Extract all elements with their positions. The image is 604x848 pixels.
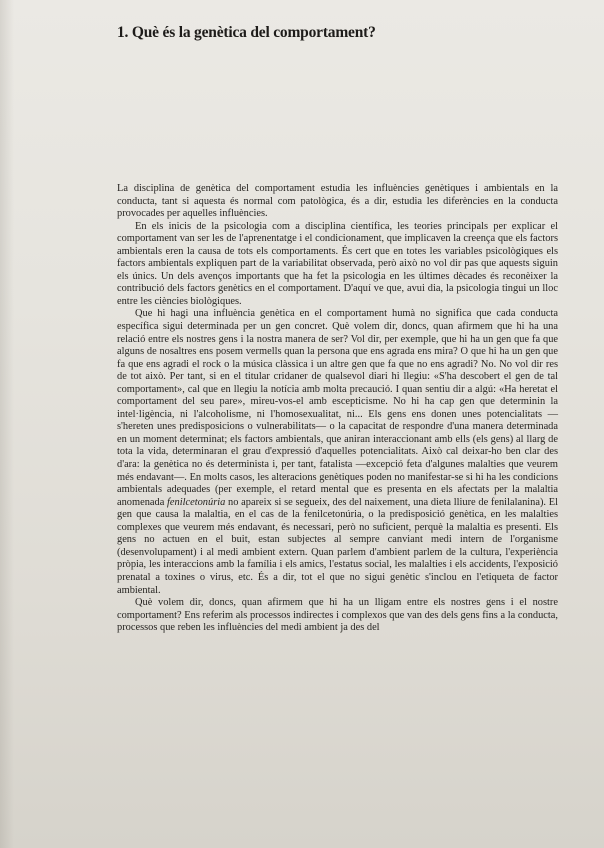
paragraph-genetic-influence-part1: Que hi hagi una influència genètica en el comportament humà no significa que cada conducta específica sigui determinada per un gen concret. Què volem dir, doncs, quan afirmem que hi ha una relació entre els nostres gens i la nostra manera de ser? Vol dir, per exemple, que hi ha un gen que fa que alguns de nosaltres ens posem vermells quan la persona que ens agrada ens mira? O que hi ha un gen que fa que ens agradi el rock o la música clàssica i un altre gen que fa que no ens agradi? No. No vol dir res de tot això. Per tant, si en el titular cridaner de qualsevol diari hi llegiu: «S'ha descobert el gen de tal comportament», cal que en llegiu la notícia amb molta precaució. I quan sentiu dir a algú: «Ha heretat el comportament del seu pare», mireu-vos-el amb escepticisme. No hi ha cap gen que determinin la intel·ligència, ni l'alcoholisme, ni l'homosexualitat, ni... Els gens ens donen unes potencialitats —s'hereten unes predisposicions o vulnerabilitats— o la capacitat de respondre d'una manera determinada en un moment determinat; els factors ambientals, que aniran interaccionant amb ells (els gens) al llarg de tota la vida, determinaran el grau d'expressió d'aquelles potencialitats. Això cal deixar-ho ben clar des d'ara: la genètica no és determinista i, per tant, fatalista —excepció feta d'algunes malalties que veurem més endavant—. En molts casos, les alteracions genètiques poden no manifestar-se si hi ha les condicions ambientals adequades (per exemple, el retard mental que es presenta en els afectats per la malaltia anomenada	[117, 308, 558, 508]
paragraph-history: En els inicis de la psicologia com a disciplina científica, les teories principals per explicar el comportament van ser les de l'aprenentatge i el condicionament, que implicaven la creença que els factors ambientals eren la causa de tots els comportaments. És cert que en totes les variables psicològiques els factors ambientals expliquen part de la variabilitat observada, però això no vol dir pas que aquests siguin els únics. Un dels avenços importants que ha fet la psicologia en les últimes dècades és reconèixer la contribució dels factors genètics en el comportament. D'aquí ve que, avui dia, la psicologia tingui un lloc entre les ciències biològiques.	[117, 220, 558, 307]
italic-term-fenilcetonuria: fenilcetonúria	[167, 496, 226, 508]
paragraph-genetic-influence-part2: no apareix si se segueix, des del naixement, una dieta lliure de fenilalanina). El gen que causa la malaltia, en el cas de la fenilcetonúria, o la predisposició genètica, en les malalties complexes que veurem més endavant, és necessari, però no suficient, perquè la malaltia es presenti. Els gens no actuen en el buit, estan subjectes al sempre canviant medi intern de l'organisme (desenvolupament) i al medi ambient extern. Quan parlem d'ambient parlem de la cultura, l'experiència pròpia, les interaccions amb la família i els amics, l'estatus social, les malalties i els accidents, l'exposició prenatal a toxines o virus, etc. És a dir, tot el que no sigui genètic s'inclou en l'etiqueta de factor ambiental.	[117, 496, 558, 596]
chapter-title: 1. Què és la genètica del comportament?	[117, 24, 376, 41]
paragraph-genes-behaviour: Què volem dir, doncs, quan afirmem que hi ha un lligam entre els nostres gens i el nostre comportament? Ens referim als processos indirectes i complexos que van des dels gens fins a la conducta, processos que reben les influències del medi ambient ja des del	[117, 597, 558, 634]
body-text	[117, 183, 558, 635]
paragraph-intro: La disciplina de genètica del comportament estudia les influències genètiques i ambientals en la conducta, tant si aquesta és normal com patològica, és a dir, estudia les diferències en la conducta provocades per aquelles influències.	[117, 183, 558, 220]
paragraph-genetic-influence	[117, 308, 558, 597]
